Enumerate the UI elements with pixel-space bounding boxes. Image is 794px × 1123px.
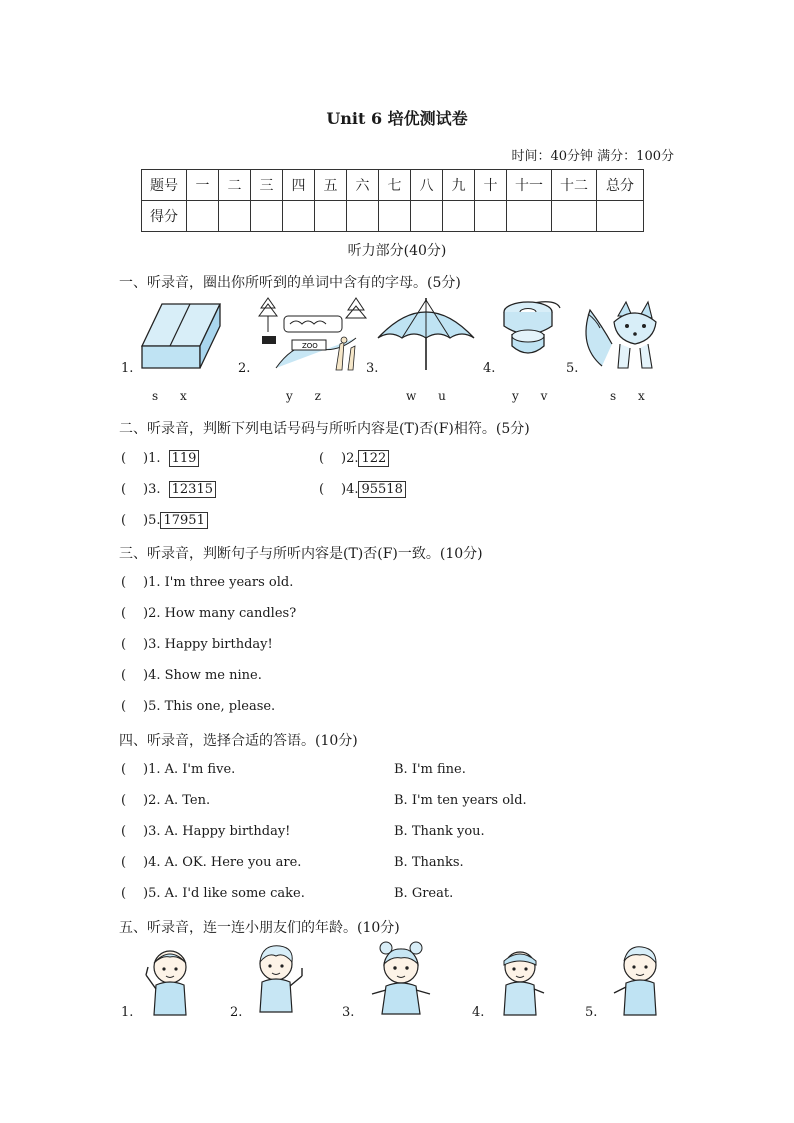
question-item: [121, 793, 210, 808]
score-cell[interactable]: [251, 201, 283, 232]
question-item: [121, 513, 208, 528]
score-header-cell: 八: [411, 170, 443, 201]
question-text: )2. How many candles?: [143, 606, 297, 621]
phone-number: 12315: [169, 481, 216, 498]
question-item: [121, 575, 293, 590]
question-item: [121, 668, 262, 683]
answer-blank[interactable]: (: [121, 606, 127, 621]
score-header-cell: 九: [443, 170, 475, 201]
phone-number: 122: [358, 450, 389, 467]
question-item: [121, 637, 273, 652]
item-number: 2.: [230, 1005, 243, 1020]
item-number: 2.: [238, 361, 251, 376]
question-number: )4.: [341, 482, 359, 497]
score-cell[interactable]: [187, 201, 219, 232]
question-text: )3. Happy birthday!: [143, 637, 273, 652]
boy-icon: [608, 943, 670, 1019]
score-header-cell: 二: [219, 170, 251, 201]
item-number: 3.: [342, 1005, 355, 1020]
answer-blank[interactable]: (: [121, 699, 127, 714]
question-item: [121, 451, 199, 466]
answer-blank[interactable]: (: [121, 824, 127, 839]
option-b[interactable]: B. I'm fine.: [394, 762, 466, 777]
option-a[interactable]: )3. A. Happy birthday!: [143, 824, 291, 839]
question-item: [121, 482, 216, 497]
question-number: )1.: [143, 451, 161, 466]
score-cell[interactable]: [283, 201, 315, 232]
section1-title: 一、听录音，圈出你所听到的单词中含有的字母。(5分): [119, 275, 461, 291]
answer-blank[interactable]: (: [121, 482, 127, 497]
item-number: 3.: [366, 361, 379, 376]
score-header-cell: 四: [283, 170, 315, 201]
score-header-cell: 十一: [507, 170, 552, 201]
svg-text:ZOO: ZOO: [302, 342, 318, 350]
page-title: Unit 6 培优测试卷: [326, 109, 468, 128]
item-number: 1.: [121, 1005, 134, 1020]
section4-title: 四、听录音，选择合适的答语。(10分): [119, 733, 358, 749]
question-item: [319, 451, 389, 466]
answer-blank[interactable]: (: [121, 668, 127, 683]
question-item: [121, 824, 290, 839]
time-info: 时间：40分钟 满分：100分: [511, 149, 674, 164]
phone-number: 95518: [358, 481, 405, 498]
boy-icon: [250, 942, 308, 1018]
score-header-cell: 总分: [597, 170, 644, 201]
option-b[interactable]: B. Great.: [394, 886, 454, 901]
zoo-icon: [256, 298, 366, 372]
letter-choices[interactable]: y z: [286, 389, 321, 403]
answer-blank[interactable]: (: [121, 855, 127, 870]
score-header-cell: 十二: [552, 170, 597, 201]
question-text: )5. This one, please.: [143, 699, 276, 714]
question-item: [319, 482, 406, 497]
score-cell[interactable]: [597, 201, 644, 232]
score-cell[interactable]: [475, 201, 507, 232]
question-item: [121, 855, 301, 870]
fox-icon: [582, 296, 662, 376]
score-table-row: [142, 201, 644, 232]
option-a[interactable]: )1. A. I'm five.: [143, 762, 236, 777]
score-table: [141, 169, 644, 232]
yoyo-icon: [498, 298, 564, 366]
umbrella-icon: [376, 298, 476, 374]
letter-choices[interactable]: s x: [610, 389, 645, 403]
score-header-cell: 一: [187, 170, 219, 201]
answer-blank[interactable]: (: [121, 793, 127, 808]
box-icon: [140, 298, 222, 372]
score-header-cell: 七: [379, 170, 411, 201]
question-item: [121, 886, 305, 901]
section5-title: 五、听录音，连一连小朋友们的年龄。(10分): [119, 920, 400, 936]
answer-blank[interactable]: (: [121, 886, 127, 901]
answer-blank[interactable]: (: [121, 637, 127, 652]
letter-choices[interactable]: w u: [406, 389, 446, 403]
answer-blank[interactable]: (: [121, 762, 127, 777]
question-number: )3.: [143, 482, 161, 497]
item-number: 4.: [483, 361, 496, 376]
letter-choices[interactable]: y v: [512, 389, 548, 403]
score-cell[interactable]: [315, 201, 347, 232]
score-header-cell: 五: [315, 170, 347, 201]
option-b[interactable]: B. Thank you.: [394, 824, 485, 839]
score-header-cell: 三: [251, 170, 283, 201]
question-text: )1. I'm three years old.: [143, 575, 294, 590]
score-cell[interactable]: [379, 201, 411, 232]
phone-number: 17951: [160, 512, 207, 529]
score-table-header-row: [142, 170, 644, 201]
phone-number: 119: [169, 450, 200, 467]
score-header-cell: 十: [475, 170, 507, 201]
score-cell[interactable]: [552, 201, 597, 232]
score-cell[interactable]: [507, 201, 552, 232]
item-number: 4.: [472, 1005, 485, 1020]
answer-blank[interactable]: (: [121, 513, 127, 528]
score-cell[interactable]: [219, 201, 251, 232]
question-item: [121, 762, 235, 777]
option-a[interactable]: )4. A. OK. Here you are.: [143, 855, 302, 870]
question-item: [121, 699, 275, 714]
section2-title: 二、听录音，判断下列电话号码与所听内容是(T)否(F)相符。(5分): [119, 421, 530, 437]
score-header-cell: 六: [347, 170, 379, 201]
question-number: )5.: [143, 513, 161, 528]
question-text: )4. Show me nine.: [143, 668, 262, 683]
answer-blank[interactable]: (: [319, 482, 325, 497]
option-a[interactable]: )5. A. I'd like some cake.: [143, 886, 305, 901]
item-number: 1.: [121, 361, 134, 376]
option-b[interactable]: B. I'm ten years old.: [394, 793, 527, 808]
item-number: 5.: [566, 361, 579, 376]
question-number: )2.: [341, 451, 359, 466]
score-cell[interactable]: [347, 201, 379, 232]
option-a[interactable]: )2. A. Ten.: [143, 793, 211, 808]
item-number: 5.: [585, 1005, 598, 1020]
boy-icon: [494, 945, 552, 1019]
letter-choices[interactable]: s x: [152, 389, 187, 403]
listening-heading: 听力部分(40分): [347, 243, 447, 259]
score-row-label: 得分: [142, 201, 187, 232]
score-header-cell: 题号: [142, 170, 187, 201]
score-cell[interactable]: [411, 201, 443, 232]
section3-title: 三、听录音，判断句子与所听内容是(T)否(F)一致。(10分): [119, 546, 483, 562]
answer-blank[interactable]: (: [121, 575, 127, 590]
girl-icon: [366, 940, 436, 1018]
score-cell[interactable]: [443, 201, 475, 232]
answer-blank[interactable]: (: [121, 451, 127, 466]
answer-blank[interactable]: (: [319, 451, 325, 466]
option-b[interactable]: B. Thanks.: [394, 855, 464, 870]
boy-icon: [142, 945, 200, 1021]
question-item: [121, 606, 296, 621]
